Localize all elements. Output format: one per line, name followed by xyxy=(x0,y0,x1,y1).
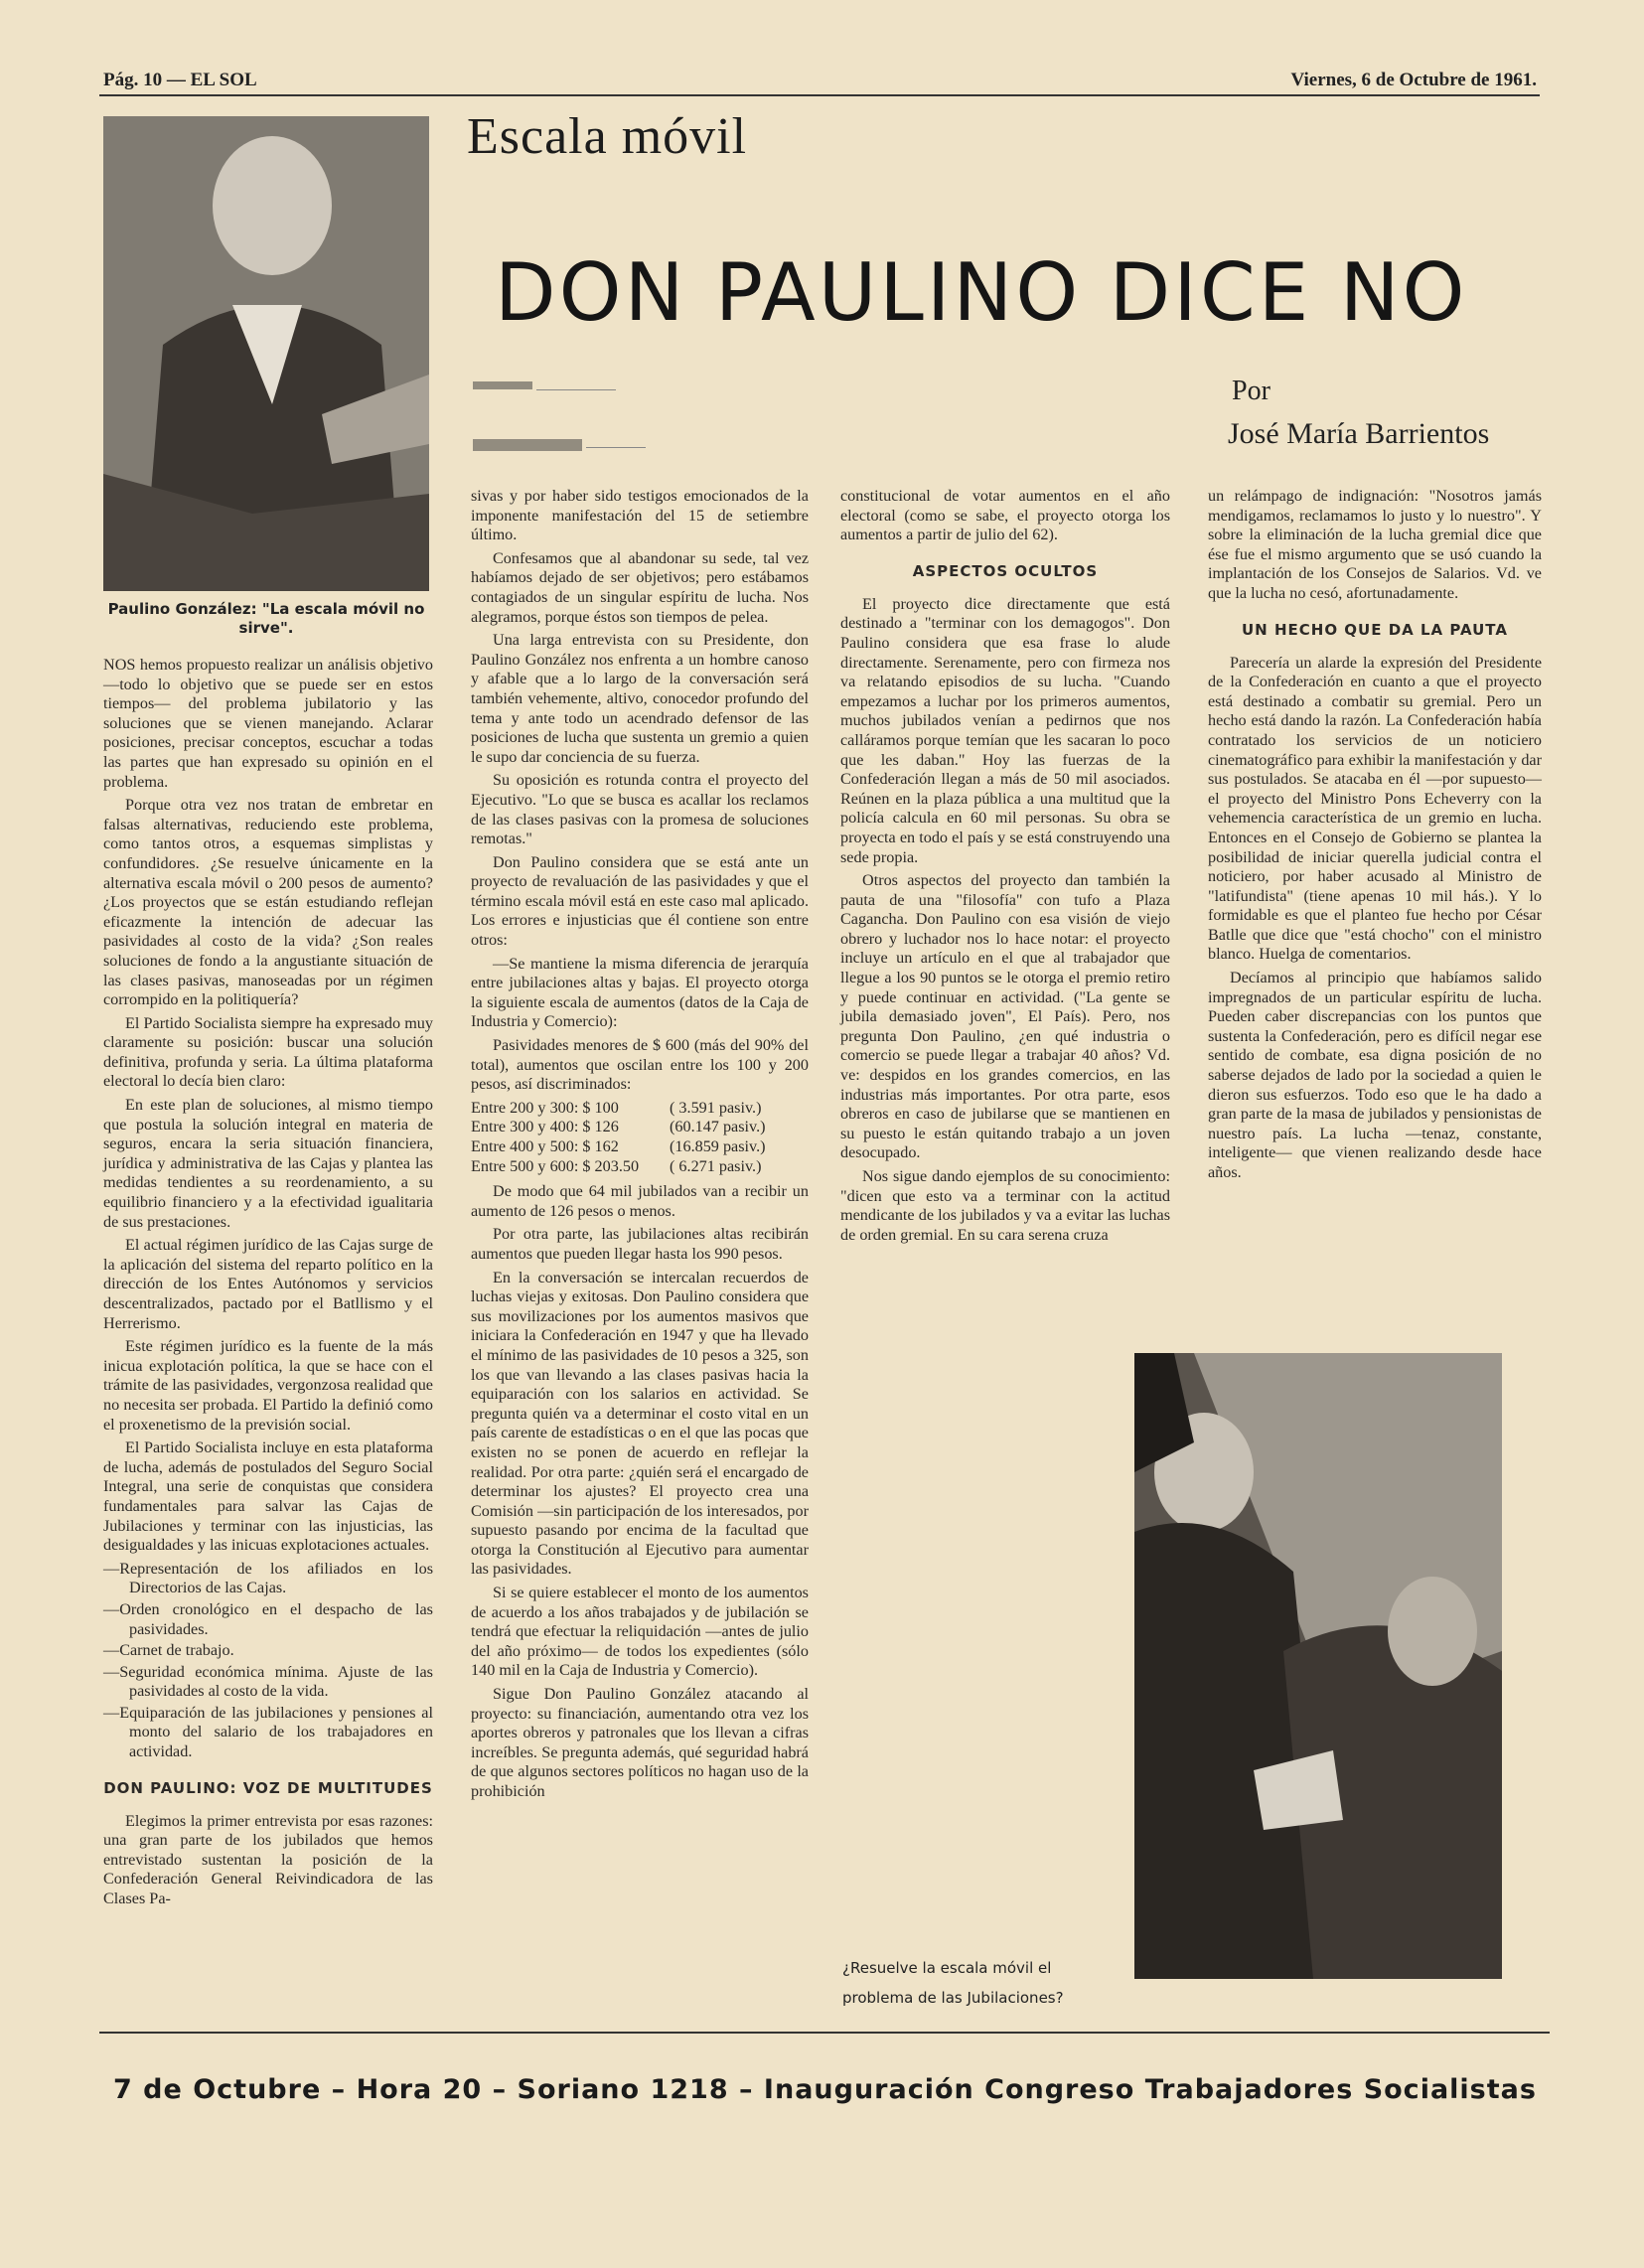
paragraph: De modo que 64 mil jubilados van a recibir un aumento de 126 pesos o menos. xyxy=(471,1182,809,1220)
header-rule xyxy=(99,94,1540,96)
paragraph: Su oposición es rotunda contra el proyecto del Ejecutivo. "Lo que se busca es acallar los reclamos de las clases pasivas con la promesa de soluciones remotas." xyxy=(471,771,809,848)
section-heading: UN HECHO QUE DA LA PAUTA xyxy=(1242,620,1508,639)
section-heading: ASPECTOS OCULTOS xyxy=(912,561,1099,580)
decorative-dash xyxy=(536,389,616,390)
paragraph: Porque otra vez nos tratan de embretar en falsas alternativas, reduciendo este problema, como tantos otros, a esquemas simplistas y confundidores. ¿Se resuelve únicamente en la alternativa escala móvil o 200 pesos de aumento? ¿Los proyectos que se están estudiando reflejan eficazmente la intención de adecuar las pasividades al costo de la vida? ¿Son reales soluciones de fondo a la angustiante situación de las clases pasivas, manoseadas por un régimen corrompido en la politiquería? xyxy=(103,796,433,1009)
table-cell-range: Entre 200 y 300: $ 100 xyxy=(471,1098,619,1117)
paragraph: Otros aspectos del proyecto dan también la pauta de una "filosofía" con tufo a Plaza Cagancha. Don Paulino con esa visión de viejo obrero y luchador nos lo hace notar: el proyecto incluye un artículo en el que al trabajador que llegue a los 90 puntos se le otorga el premio retiro y puede continuar en actividad. ("La gente se jubila demasiado joven", El País). Pero, nos pregunta Don Paulino, ¿en qué industria o comercio se puede llegar a trabajar 40 años? Vd. ve: despidos en los grandes comercios, en las industrias más importantes. Por otra parte, esos obreros en caso de jubilarse que se mantienen en su puesto le están quitando trabajo a un joven desocupado. xyxy=(840,871,1170,1162)
footer-banner: 7 de Octubre – Hora 20 – Soriano 1218 – Inauguración Congreso Trabajadores Socialistas xyxy=(113,2074,1537,2105)
table-cell-range: Entre 400 y 500: $ 162 xyxy=(471,1137,619,1155)
decorative-dash xyxy=(473,381,532,389)
footer-rule xyxy=(99,2032,1550,2034)
paragraph: sivas y por haber sido testigos emocionados de la imponente manifestación del 15 de setiembre último. xyxy=(471,487,809,544)
table-cell-range: Entre 300 y 400: $ 126 xyxy=(471,1118,619,1136)
list-item: —Equiparación de las jubilaciones y pensiones al monto del salario de los trabajadores en actividad. xyxy=(103,1703,433,1761)
paragraph: En este plan de soluciones, al mismo tiempo que postula la solución integral en materia de seguros, encara la seria situación financiera, jurídica y administrativa de las Cajas y plantea las medidas tendientes a su reordenamiento, a su equilibrio financiero y a la efectividad igualitaria de sus prestaciones. xyxy=(103,1096,433,1231)
table-row xyxy=(471,1157,809,1177)
paragraph: El proyecto dice directamente que está destinado a "terminar con los demagogos". Don Paulino considera que esa frase lo alude directamente. Serenamente, pero con firmeza nos va relatando episodios de su lucha. "Cuando empezamos a luchar por los primeros aumentos, muchos jubilados venían a pedirnos que nos calláramos porque temían que les sacaran lo poco que les daban." Hoy las fuerzas de la Confederación llegan a más de 50 mil asociados. Reúnen en la plaza pública a una multitud que la policía calcula en 60 mil personas. Su obra se proyecta en todo el país y se está construyendo una sede propia. xyxy=(840,594,1170,866)
paragraph: Confesamos que al abandonar su sede, tal vez habíamos dejado de ser objetivos; pero estábamos contagiados de un singular espíritu de lucha. Nos alegramos, porque éstos son tiempos de pelea. xyxy=(471,548,809,626)
column-3 xyxy=(840,487,1170,1249)
table-row xyxy=(471,1099,809,1119)
portrait-caption: Paulino González: "La escala móvil no sirve". xyxy=(107,600,425,637)
list-item: —Orden cronológico en el despacho de las pasividades. xyxy=(103,1599,433,1638)
table-cell-count: (16.859 pasiv.) xyxy=(670,1137,766,1155)
paragraph: —Se mantiene la misma diferencia de jerarquía entre jubilaciones altas y bajas. El proyecto otorga la siguiente escala de aumentos (datos de la Caja de Industria y Comercio): xyxy=(471,954,809,1031)
paragraph: un relámpago de indignación: "Nosotros jamás mendigamos, reclamamos lo justo y lo nuestro". Y sobre la eliminación de la lucha gremial dice que ése fue el mismo argumento que se usó cuando la implantación de los Consejos de Salarios. Vd. ve que la lucha no cesó, afortunadamente. xyxy=(1208,487,1542,602)
table-cell-count: ( 6.271 pasiv.) xyxy=(670,1156,762,1175)
list-item: —Carnet de trabajo. xyxy=(103,1641,234,1660)
paragraph: Este régimen jurídico es la fuente de la más inicua explotación política, la que se hace con el trámite de las pasividades, vergonzosa realidad que no necesita ser probada. El Partido la definió como el proxenetismo de la previsión social. xyxy=(103,1337,433,1434)
crowd-photo xyxy=(1134,1353,1502,1979)
paragraph: El actual régimen jurídico de las Cajas surge de la aplicación del sistema del reparto político en la dirección de los Entes Autónomos y servicios descentralizados, pactado por el Batllismo y el Herrerismo. xyxy=(103,1236,433,1332)
paragraph: El Partido Socialista incluye en esta plataforma de lucha, además de postulados del Seguro Social Integral, una serie de conquistas que considera fundamentales para salvar las Cajas de Jubilaciones y terminar con las injusticias, las desigualdades y las inicuas explotaciones actuales. xyxy=(103,1438,433,1555)
table-row xyxy=(471,1118,809,1137)
date-header: Viernes, 6 de Octubre de 1961. xyxy=(1290,70,1537,90)
demands-list xyxy=(103,1560,433,1762)
paragraph: constitucional de votar aumentos en el año electoral (como se sabe, el proyecto otorga los aumentos a partir de julio del 62). xyxy=(840,487,1170,544)
decorative-dash xyxy=(473,439,582,451)
paragraph: Parecería un alarde la expresión del Presidente de la Confederación en cuanto a que el proyecto está destinado a combatir su gremial. Pero un hecho está dando la razón. La Confederación había contratado los servicios de un noticiero cinematográfico para exhibir la manifestación y dar sus postulados. Se atacaba en él —por supuesto— el proyecto del Ministro Pons Echeverry con la vehemencia característica de un gremio en lucha. Entonces en el Consejo de Gobierno se plantea la posibilidad de iniciar querella judicial contra el noticiero, por haber acusado al Ministro de "latifundista" (tiene apenas 10 mil hás.). Y lo formidable es que el planteo fue hecho por César Batlle que dice que "está chocho" con el ministro blanco. Huelga de comentarios. xyxy=(1208,653,1542,964)
crowd-illustration xyxy=(1134,1353,1502,1979)
paragraph: Una larga entrevista con su Presidente, don Paulino González nos enfrenta a un hombre canoso y afable que a lo largo de la conversación será también vehemente, altivo, conocedor profundo del tema y ante todo un acendrado defensor de las posiciones de lucha que sustenta un gremio a quien le supo dar conciencia de su fuerza. xyxy=(471,631,809,766)
paragraph: Sigue Don Paulino González atacando al proyecto: su financiación, aumentando otra vez los aportes obreros y patronales que los llevan a cifras increíbles. Se pregunta además, qué seguridad habrá de que algunos sectores políticos no hagan uso de la prohibición xyxy=(471,1685,809,1800)
page-number-header: Pág. 10 — EL SOL xyxy=(103,70,257,90)
decorative-dash xyxy=(586,447,646,448)
section-heading: DON PAULINO: VOZ DE MULTITUDES xyxy=(103,1778,433,1797)
table-cell-range: Entre 500 y 600: $ 203.50 xyxy=(471,1156,640,1175)
table-cell-count: ( 3.591 pasiv.) xyxy=(670,1098,762,1117)
article-kicker: Escala móvil xyxy=(467,108,748,165)
paragraph: Nos sigue dando ejemplos de su conocimiento: "dicen que esto va a terminar con la actitud mendicante de los jubilados y va a evitar las luchas de orden gremial. En su cara serena cruza xyxy=(840,1167,1170,1244)
column-2 xyxy=(471,487,809,1806)
list-item: —Representación de los afiliados en los Directorios de las Cajas. xyxy=(103,1559,433,1597)
crowd-caption: ¿Resuelve la escala móvil el problema de las Jubilaciones? xyxy=(842,1959,1064,2007)
paragraph: Si se quiere establecer el monto de los aumentos de acuerdo a los años trabajados y de jubilación se tendrá que efectuar la reliquidación —antes de julio del año próximo— de todos los expedientes (sólo 140 mil en la Caja de Industria y Comercio). xyxy=(471,1584,809,1680)
byline-label: Por xyxy=(1232,376,1270,406)
author-name: José María Barrientos xyxy=(1228,417,1490,450)
portrait-photo xyxy=(103,116,429,591)
table-row xyxy=(471,1137,809,1157)
article-headline: DON PAULINO DICE NO xyxy=(495,246,1468,339)
table-cell-count: (60.147 pasiv.) xyxy=(670,1118,766,1136)
paragraph: Pasividades menores de $ 600 (más del 90% del total), aumentos que oscilan entre los 100 y 200 pesos, así discriminados: xyxy=(471,1036,809,1094)
list-item: —Seguridad económica mínima. Ajuste de las pasividades al costo de la vida. xyxy=(103,1662,433,1701)
increase-table xyxy=(471,1099,809,1176)
column-4 xyxy=(1208,487,1542,1187)
paragraph: El Partido Socialista siempre ha expresado muy claramente su posición: buscar una solución definitiva, profunda y seria. La última plataforma electoral lo decía bien claro: xyxy=(103,1013,433,1091)
paragraph: Decíamos al principio que habíamos salido impregnados de un particular espíritu de lucha. Pueden caber discrepancias con los puntos que sustenta la Confederación, pero es difícil negar ese sentido de combate, esa digna posición de no saberse dejados de lado por la sociedad a quien le dieron sus esfuerzos. Todo eso que le ha dado a gran parte de la masa de jubilados y pensionistas de nuestro país. La lucha —tenaz, constante, inteligente— que vienen realizando desde hace años. xyxy=(1208,969,1542,1181)
column-1 xyxy=(103,656,433,1913)
paragraph: Por otra parte, las jubilaciones altas recibirán aumentos que pueden llegar hasta los 990 pesos. xyxy=(471,1225,809,1263)
paragraph: NOS hemos propuesto realizar un análisis objetivo —todo lo objetivo que se puede ser en estos tiempos— del problema jubilatorio y las soluciones que se vienen manejando. Aclarar posiciones, precisar conceptos, escuchar a todas las partes que han expresado su opinión en el problema. xyxy=(103,656,433,791)
portrait-illustration xyxy=(103,116,429,591)
paragraph: Don Paulino considera que se está ante un proyecto de revaluación de las pasividades y que el término escala móvil está en este caso mal aplicado. Los errores e injusticias que él contiene son entre otros: xyxy=(471,852,809,950)
paragraph: En la conversación se intercalan recuerdos de luchas viejas y exitosas. Don Paulino considera que sus movilizaciones por los aumentos masivos que iniciara la Confederación en 1947 y que ha llevado el mínimo de las pasividades de 10 pesos a 325, son los que van llevando a las clases pasivas hacia la equiparación con los salarios en actividad. Se pregunta quién va a determinar el costo vital en un país carente de estadísticas o en el que las pocas que existen no se ponen de acuerdo en reflejar la realidad. Por otra parte: ¿quién será el encargado de determinar los ajustes? El proyecto crea una Comisión —sin participación de los interesados, por supuesto pasando por encima de la facultad que otorga la Constitución al Ejecutivo para aumentar las pasividades. xyxy=(471,1268,809,1579)
paragraph: Elegimos la primer entrevista por esas razones: una gran parte de los jubilados que hemos entrevistado sustentan la posición de la Confederación General Reivindicadora de las Clases Pa- xyxy=(103,1811,433,1908)
